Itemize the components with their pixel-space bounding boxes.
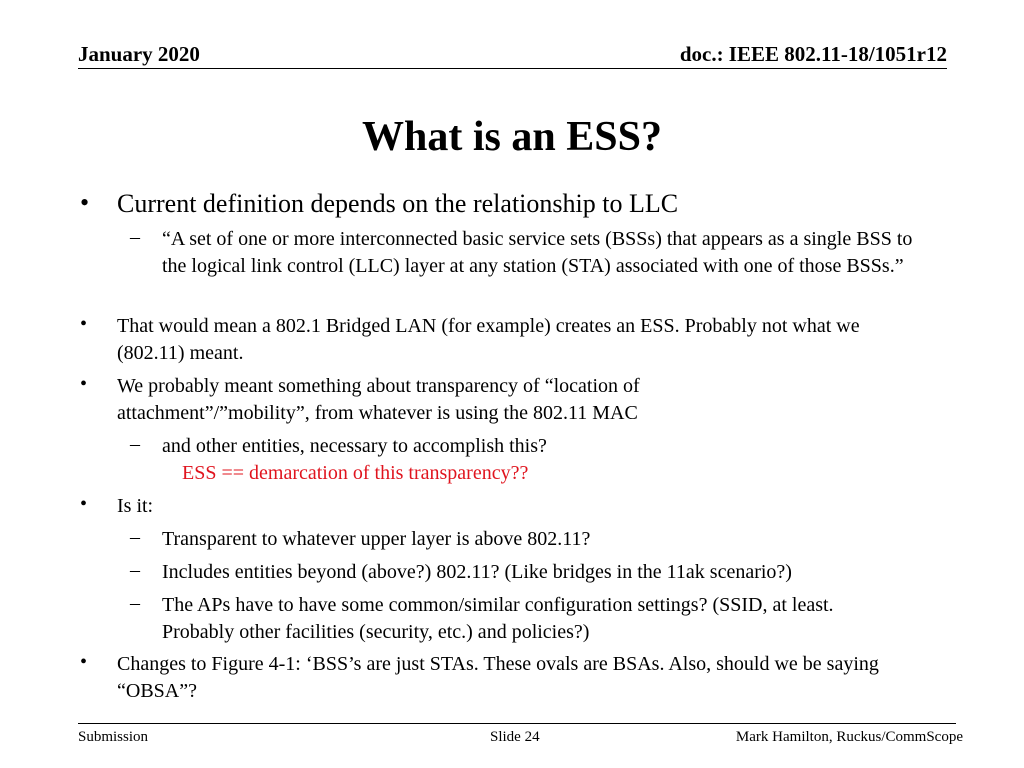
dash-icon: – [130,226,140,248]
dash-icon: – [130,433,140,455]
bullet-icon: • [80,493,88,515]
sub-bullet-text: and other entities, necessary to accomplish this? [162,435,547,457]
highlight-note: ESS == demarcation of this transparency?? [182,462,529,484]
sub-bullet-text: “A set of one or more interconnected basic service sets (BSSs) that appears as a single BSS to the logical link control (LLC) layer at any station (STA) associated with one of those BSSs.” [162,228,913,277]
bullet-text: That would mean a 802.1 Bridged LAN (for example) creates an ESS. Probably not what we (802.11) meant. [117,315,860,364]
footer-author: Mark Hamilton, Ruckus/CommScope [735,729,963,745]
footer-divider [78,723,956,724]
bullet-text: Is it: [117,495,154,517]
slide-title: What is an ESS? [362,114,662,160]
dash-icon: – [130,592,140,614]
sub-bullet-text: The APs have to have some common/similar configuration settings? (SSID, at least. Probably other facilities (security, etc.) and policies?) [162,594,834,643]
bullet-icon: • [80,188,90,217]
dash-icon: – [130,559,140,581]
bullet-text: We probably meant something about transparency of “location of attachment”/”mobility”, from whatever is using the 802.11 MAC [117,375,640,424]
footer-submission: Submission [78,729,149,745]
sub-bullet-text: Transparent to whatever upper layer is above 802.11? [162,528,591,550]
bullet-icon: • [80,651,88,673]
sub-bullet-text: Includes entities beyond (above?) 802.11? (Like bridges in the 11ak scenario?) [162,561,792,583]
bullet-text: Changes to Figure 4-1: ‘BSS’s are just STAs. These ovals are BSAs. Also, should we be saying “OBSA”? [117,653,879,702]
dash-icon: – [130,526,140,548]
header-divider [78,68,947,69]
header-date: January 2020 [78,42,200,66]
footer-slide-number: Slide 24 [490,729,540,745]
bullet-text: Current definition depends on the relationship to LLC [117,189,679,218]
bullet-icon: • [80,313,88,335]
bullet-icon: • [80,373,88,395]
header-doc-id: doc.: IEEE 802.11-18/1051r12 [679,42,947,66]
